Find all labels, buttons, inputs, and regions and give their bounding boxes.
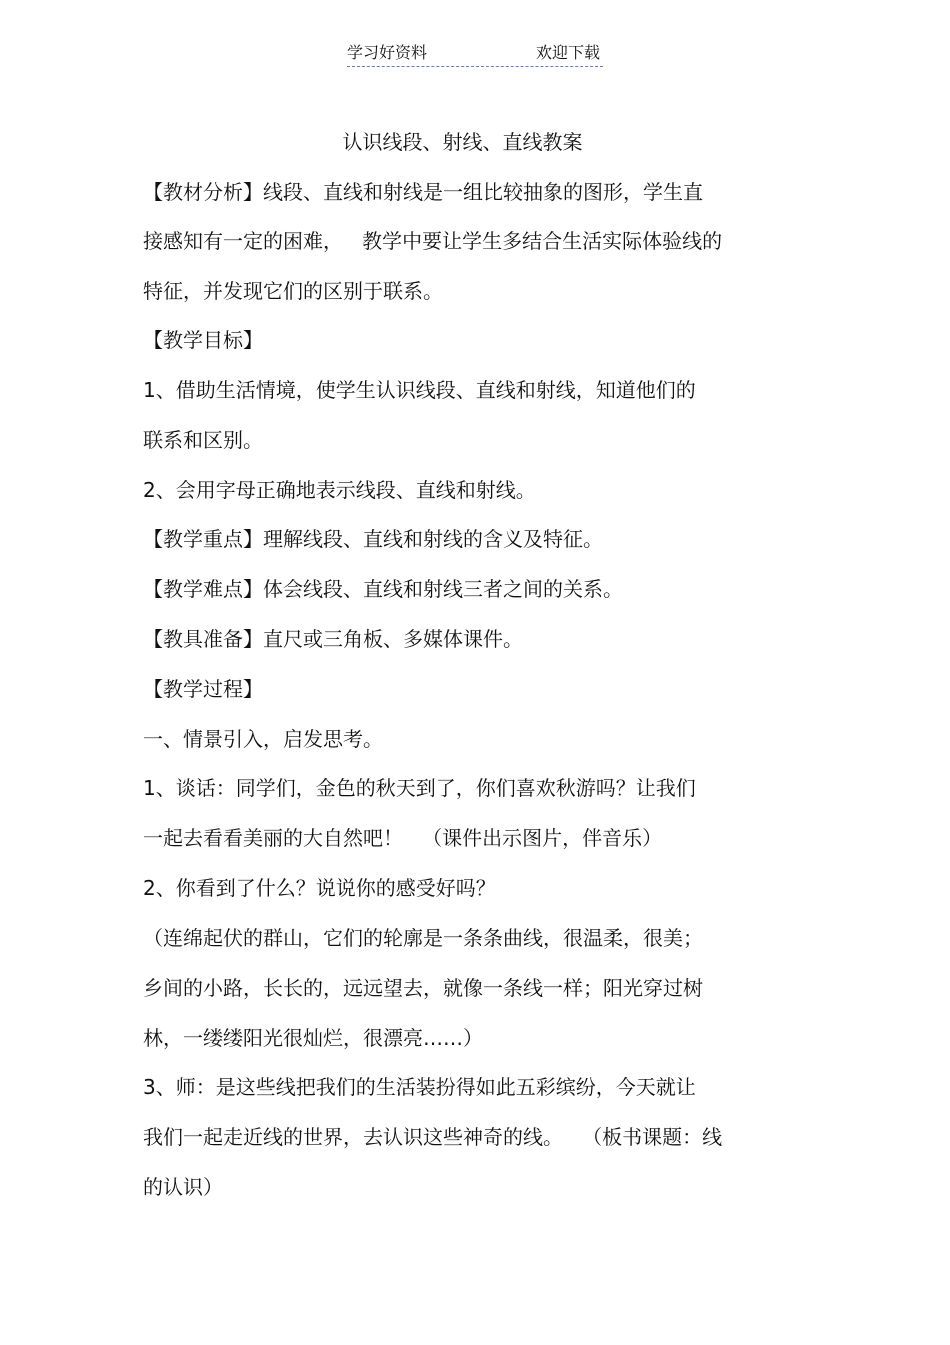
text-line: 【教学难点】体会线段、直线和射线三者之间的关系。 — [143, 577, 623, 601]
document-title: 认识线段、射线、直线教案 — [342, 130, 583, 154]
text-line: 1、借助生活情境，使学生认识线段、直线和射线，知道他们的 — [143, 378, 696, 402]
text-line: 【教学重点】理解线段、直线和射线的含义及特征。 — [143, 527, 603, 551]
page-header — [347, 42, 603, 67]
text-line: 3、师：是这些线把我们的生活装扮得如此五彩缤纷，今天就让 — [143, 1075, 696, 1099]
text-line: 乡间的小路，长长的，远远望去，就像一条线一样；阳光穿过树 — [143, 976, 703, 1000]
text-line: 接感知有一定的困难， 教学中要让学生多结合生活实际体验线的 — [143, 229, 723, 253]
text-line: （连绵起伏的群山，它们的轮廓是一条条曲线，很温柔，很美； — [143, 926, 703, 950]
text-line: 特征，并发现它们的区别于联系。 — [143, 279, 443, 303]
section-heading: 【教学过程】 — [143, 677, 263, 701]
text-line: 林，一缕缕阳光很灿烂，很漂亮……） — [143, 1026, 483, 1050]
text-line: 1、谈话：同学们，金色的秋天到了，你们喜欢秋游吗？让我们 — [143, 776, 696, 800]
text-line: 的认识） — [143, 1175, 223, 1199]
text-line: 2、会用字母正确地表示线段、直线和射线。 — [143, 478, 536, 502]
text-line: 联系和区别。 — [143, 428, 263, 452]
header-left-text: 学习好资料 — [347, 43, 428, 62]
text-line: 一起去看看美丽的大自然吧！ （课件出示图片，伴音乐） — [143, 826, 663, 850]
text-line: 2、你看到了什么？说说你的感受好吗？ — [143, 876, 496, 900]
section-heading: 【教学目标】 — [143, 328, 263, 352]
text-line: 【教材分析】线段、直线和射线是一组比较抽象的图形，学生直 — [143, 180, 703, 204]
header-right-text: 欢迎下载 — [535, 43, 600, 62]
text-line: 【教具准备】直尺或三角板、多媒体课件。 — [143, 627, 523, 651]
text-line: 一、情景引入，启发思考。 — [143, 727, 383, 751]
text-line: 我们一起走近线的世界，去认识这些神奇的线。 （板书课题：线 — [143, 1125, 723, 1149]
